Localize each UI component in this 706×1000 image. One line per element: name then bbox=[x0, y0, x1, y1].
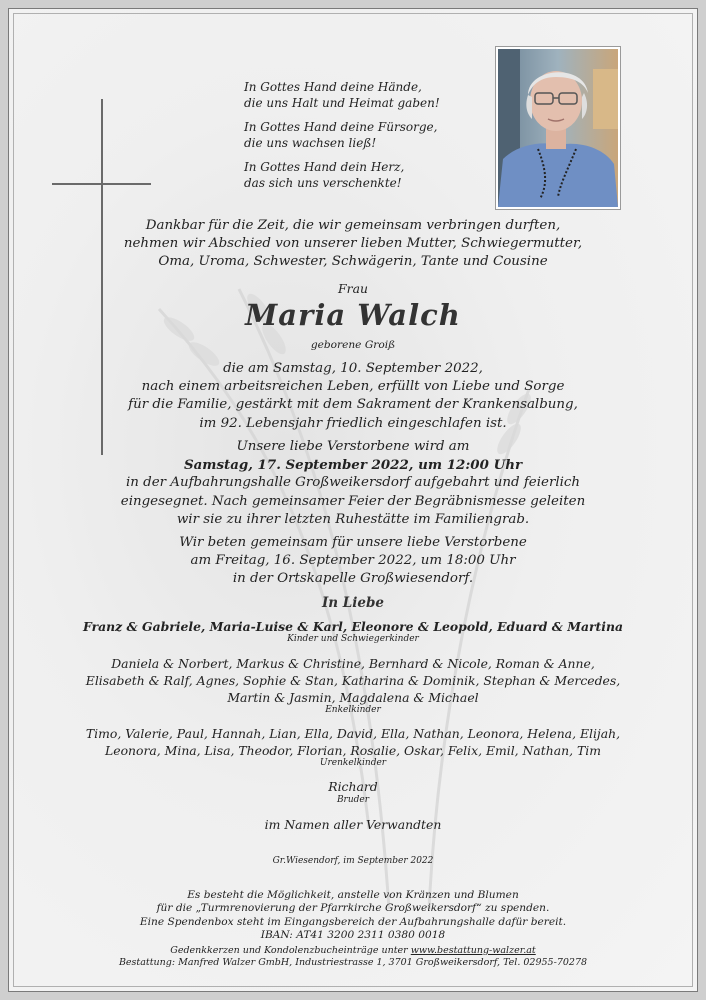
grandchildren-line: Elisabeth & Ralf, Agnes, Sophie & Stan, Katharina & Dominik, Stephan & Mercedes, bbox=[85, 673, 621, 688]
relatives-text: im Namen aller Verwandten bbox=[264, 817, 442, 832]
children-names: Franz & Gabriele, Maria-Luise & Karl, Eleonore & Leopold, Eduard & Martina bbox=[83, 619, 623, 634]
great-grandchildren-line: Timo, Valerie, Paul, Hannah, Lian, Ella, David, Ella, Nathan, Leonora, Helena, Elijah, bbox=[85, 726, 621, 741]
prayer-line: Wir beten gemeinsam für unsere liebe Verstorbene bbox=[179, 535, 527, 550]
place-date: Gr.Wiesendorf, im September 2022 bbox=[272, 856, 434, 866]
grandchildren-line: Martin & Jasmin, Magdalena & Michael bbox=[227, 690, 479, 705]
poem-line: die uns Halt und Heimat gaben! bbox=[244, 96, 440, 110]
funeral-line: Unsere liebe Verstorbene wird am bbox=[236, 439, 470, 454]
funeral-line: eingesegnet. Nach gemeinsamer Feier der Begräbnismesse geleiten bbox=[120, 493, 586, 509]
grandchildren-line: Daniela & Norbert, Markus & Christine, Bernhard & Nicole, Roman & Anne, bbox=[111, 656, 595, 671]
grandchildren-names bbox=[9, 655, 697, 706]
funeral-line: wir sie zu ihrer letzten Ruhestätte im Familiengrab. bbox=[176, 511, 530, 527]
great-grandchildren-label: Urenkelkinder bbox=[319, 758, 387, 768]
footer-line-2: Bestattung: Manfred Walzer GmbH, Industriestrasse 1, 3701 Großweikersdorf, Tel. 02955-70278 bbox=[118, 957, 588, 968]
poem-stanza-2 bbox=[244, 119, 484, 151]
footer-prefix: Gedenkkerzen und Kondolenzbucheinträge unter bbox=[170, 945, 411, 956]
prayer-text bbox=[9, 534, 697, 589]
donation-line: Es besteht die Möglichkeit, anstelle von Kränzen und Blumen bbox=[187, 889, 519, 901]
in-liebe-heading: In Liebe bbox=[321, 595, 385, 611]
poem-line: die uns wachsen ließ! bbox=[244, 136, 377, 150]
great-grandchildren-names bbox=[9, 725, 697, 759]
footer-line-1 bbox=[9, 945, 697, 957]
brother-label: Bruder bbox=[336, 795, 370, 805]
poem-line: In Gottes Hand deine Fürsorge, bbox=[244, 120, 438, 134]
children-label: Kinder und Schwiegerkinder bbox=[287, 634, 419, 644]
footer bbox=[9, 945, 697, 969]
donation-iban: IBAN: AT41 3200 2311 0380 0018 bbox=[260, 929, 446, 942]
death-line: nach einem arbeitsreichen Leben, erfüllt von Liebe und Sorge bbox=[141, 379, 565, 395]
poem-line: In Gottes Hand dein Herz, bbox=[244, 160, 405, 174]
website-link[interactable]: www.bestattung-walzer.at bbox=[410, 945, 536, 956]
birth-name: geborene Groiß bbox=[310, 339, 396, 351]
funeral-date: Samstag, 17. September 2022, um 12:00 Uhr bbox=[183, 457, 523, 474]
intro-line: Oma, Uroma, Schwester, Schwägerin, Tante und Cousine bbox=[158, 254, 548, 270]
funeral-line: in der Aufbahrungshalle Großweikersdorf aufgebahrt und feierlich bbox=[125, 475, 581, 491]
brother-name: Richard bbox=[328, 779, 378, 794]
poem-line: das sich uns verschenkte! bbox=[244, 176, 402, 190]
poem-stanza-3 bbox=[244, 159, 484, 191]
great-grandchildren-line: Leonora, Mina, Lisa, Theodor, Florian, Rosalie, Oskar, Felix, Emil, Nathan, Tim bbox=[105, 743, 601, 758]
donation-line: für die „Turmrenovierung der Pfarrkirche Großweikersdorf“ zu spenden. bbox=[156, 902, 550, 915]
poem-line: In Gottes Hand deine Hände, bbox=[244, 80, 422, 94]
donation-text bbox=[9, 889, 697, 943]
salutation: Frau bbox=[338, 281, 368, 296]
intro-line: Dankbar für die Zeit, die wir gemeinsam verbringen durften, bbox=[145, 218, 561, 233]
death-line: die am Samstag, 10. September 2022, bbox=[223, 361, 483, 376]
cross-horizontal bbox=[52, 183, 151, 185]
death-line: im 92. Lebensjahr friedlich eingeschlafen ist. bbox=[199, 415, 507, 431]
deceased-name: Maria Walch bbox=[245, 298, 461, 332]
intro-line: nehmen wir Abschied von unserer lieben Mutter, Schwiegermutter, bbox=[123, 236, 583, 252]
funeral-text bbox=[9, 438, 697, 529]
prayer-line: am Freitag, 16. September 2022, um 18:00 Uhr bbox=[190, 553, 516, 569]
intro-text bbox=[9, 217, 697, 272]
death-line: für die Familie, gestärkt mit dem Sakrament der Krankensalbung, bbox=[128, 397, 578, 413]
death-text bbox=[9, 360, 697, 433]
document-frame bbox=[8, 8, 698, 992]
grandchildren-label: Enkelkinder bbox=[325, 705, 381, 715]
donation-line: Eine Spendenbox steht im Eingangsbereich der Aufbahrungshalle dafür bereit. bbox=[139, 915, 567, 928]
prayer-line: in der Ortskapelle Großwiesendorf. bbox=[232, 571, 474, 587]
portrait-photo bbox=[496, 47, 620, 209]
poem-stanza-1 bbox=[244, 79, 484, 111]
poem bbox=[244, 79, 484, 199]
